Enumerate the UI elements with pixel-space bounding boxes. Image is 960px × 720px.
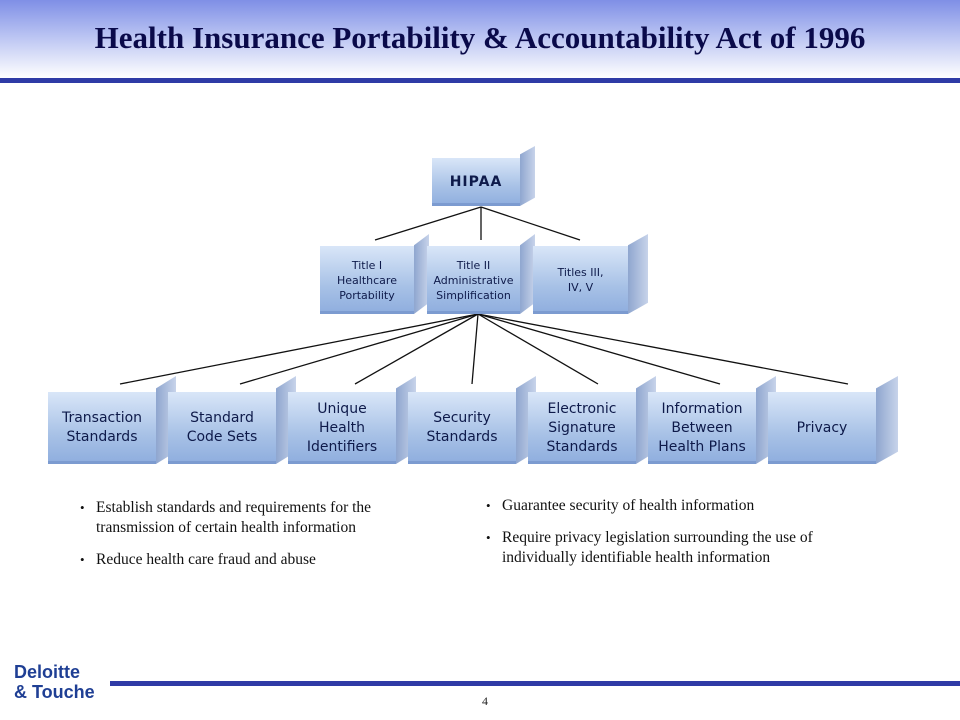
logo-line-1: Deloitte [14,662,81,682]
hipaa-label: HIPAA [449,174,503,190]
connector-title2-signature [478,314,598,384]
titles3-label: Titles III, IV, V [557,266,604,294]
health-identifiers-label: Unique Health Identifiers [306,400,378,455]
electronic-signature-box [528,392,636,464]
transaction-standards-box [48,392,156,464]
security-standards-label: Security Standards [426,410,498,445]
right-bullet-item: • Require privacy legislation surrounding the use of individually identifiable health information [486,528,876,568]
page-number: 4 [482,694,488,708]
footer-rule [110,681,960,686]
information-health-plans-label: Information Between Health Plans [658,400,746,455]
code-sets-box [168,392,276,464]
title1-label: Title I Healthcare Portability [337,258,397,302]
titles3-box-side [628,234,648,314]
connector-title2-security [472,314,478,384]
left-bullet-item: • Establish standards and requirements for the transmission of certain health information [80,498,440,538]
transaction-standards-label: Transaction Standards [61,410,143,445]
right-bullet-item: • Guarantee security of health information [486,496,876,516]
connector-title2-identifiers [355,314,478,384]
privacy-box [768,392,876,464]
privacy-box-side [876,376,898,464]
connector-title2-privacy [478,314,848,384]
connector-hipaa-titles3 [481,207,580,240]
titles3-box [533,246,628,314]
right-bullet-list [486,496,876,580]
connector-title2-codesets [240,314,478,384]
connector-title2-information [478,314,720,384]
title2-box [427,246,520,314]
connector-title2-transaction [120,314,478,384]
code-sets-label: Standard Code Sets [186,410,258,445]
page-title: Health Insurance Portability & Accountability Act of 1996 [94,20,866,55]
title2-label: Title II Administrative Simplification [433,258,514,302]
hipaa-box-side [520,146,535,206]
deloitte-touche-logo [14,662,124,702]
privacy-label: Privacy [796,419,848,436]
electronic-signature-label: Electronic Signature Standards [546,400,618,455]
information-health-plans-box [648,392,756,464]
security-standards-box [408,392,516,464]
hipaa-box [432,158,520,206]
health-identifiers-box [288,392,396,464]
logo-line-2: & Touche [14,682,95,702]
title1-box [320,246,414,314]
left-bullet-list [80,498,440,582]
left-bullet-item: • Reduce health care fraud and abuse [80,550,440,570]
